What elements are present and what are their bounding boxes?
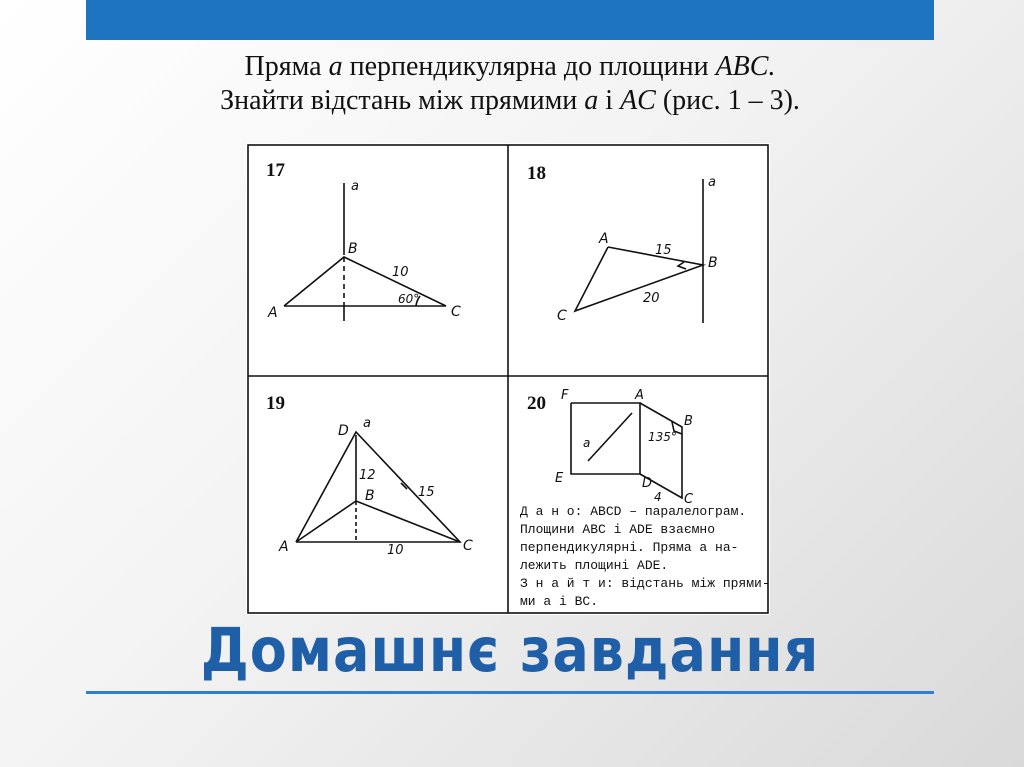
svg-text:60°: 60° (398, 292, 420, 306)
svg-text:10: 10 (387, 543, 404, 558)
svg-text:20: 20 (643, 291, 660, 306)
svg-text:A: A (635, 388, 644, 403)
svg-text:Площини ABC і ADE взаємно: Площини ABC і ADE взаємно (520, 522, 716, 537)
triangle-abc-18 (575, 247, 703, 311)
svg-text:перпендикулярні. Пряма a на-: перпендикулярні. Пряма a на- (520, 540, 739, 555)
title-line-2: Знайти відстань між прямими a і AC (рис. 1 – 3). (220, 85, 800, 116)
svg-text:15: 15 (655, 243, 672, 258)
svg-text:A: A (279, 539, 289, 555)
svg-text:12: 12 (359, 468, 376, 483)
svg-text:C: C (684, 492, 694, 507)
svg-text:a: a (363, 416, 371, 431)
svg-text:19: 19 (266, 393, 285, 414)
problem-20-text (520, 504, 770, 609)
svg-text:C: C (557, 308, 567, 324)
figure-20 (520, 388, 770, 609)
svg-text:C: C (463, 538, 473, 554)
bottom-divider (86, 691, 934, 694)
page-title (86, 50, 934, 118)
svg-text:4: 4 (654, 490, 662, 504)
svg-text:20: 20 (527, 393, 546, 414)
svg-text:F: F (561, 388, 569, 403)
title-line-1: Пряма a перпендикулярна до площини ABC. (244, 51, 776, 82)
svg-text:З н а й т и: відстань між прям: З н а й т и: відстань між прями- (520, 576, 770, 591)
svg-text:135°: 135° (648, 430, 677, 444)
svg-text:лежить площині ADE.: лежить площині ADE. (520, 558, 669, 573)
svg-text:A: A (268, 305, 278, 321)
svg-text:C: C (451, 304, 461, 320)
problems-grid-svg (246, 143, 770, 615)
svg-text:18: 18 (527, 163, 546, 184)
top-accent-bar (86, 0, 934, 40)
line-a-20 (588, 413, 632, 461)
svg-text:a: a (583, 436, 591, 450)
svg-text:D: D (338, 423, 349, 439)
svg-text:A: A (599, 231, 609, 247)
rectangle-fade-20 (571, 403, 640, 474)
problems-figure (246, 143, 770, 615)
svg-text:B: B (684, 414, 693, 429)
triangle-abc-17 (284, 257, 446, 306)
figure-17 (266, 160, 461, 321)
svg-text:a: a (351, 179, 359, 194)
svg-text:D: D (642, 476, 653, 491)
svg-text:Д а н о: ABCD – паралелограм.: Д а н о: ABCD – паралелограм. (520, 504, 747, 519)
svg-text:B: B (348, 241, 358, 257)
svg-text:a: a (708, 175, 716, 190)
svg-text:15: 15 (418, 485, 435, 500)
svg-text:E: E (555, 471, 564, 486)
figure-19 (266, 393, 473, 558)
svg-text:B: B (365, 488, 375, 504)
homework-heading: Домашнє завдання (200, 615, 820, 686)
figure-18 (527, 163, 718, 324)
svg-text:B: B (708, 255, 718, 271)
svg-text:10: 10 (392, 265, 409, 280)
svg-text:ми a і BC.: ми a і BC. (520, 594, 599, 609)
svg-text:17: 17 (266, 160, 285, 181)
